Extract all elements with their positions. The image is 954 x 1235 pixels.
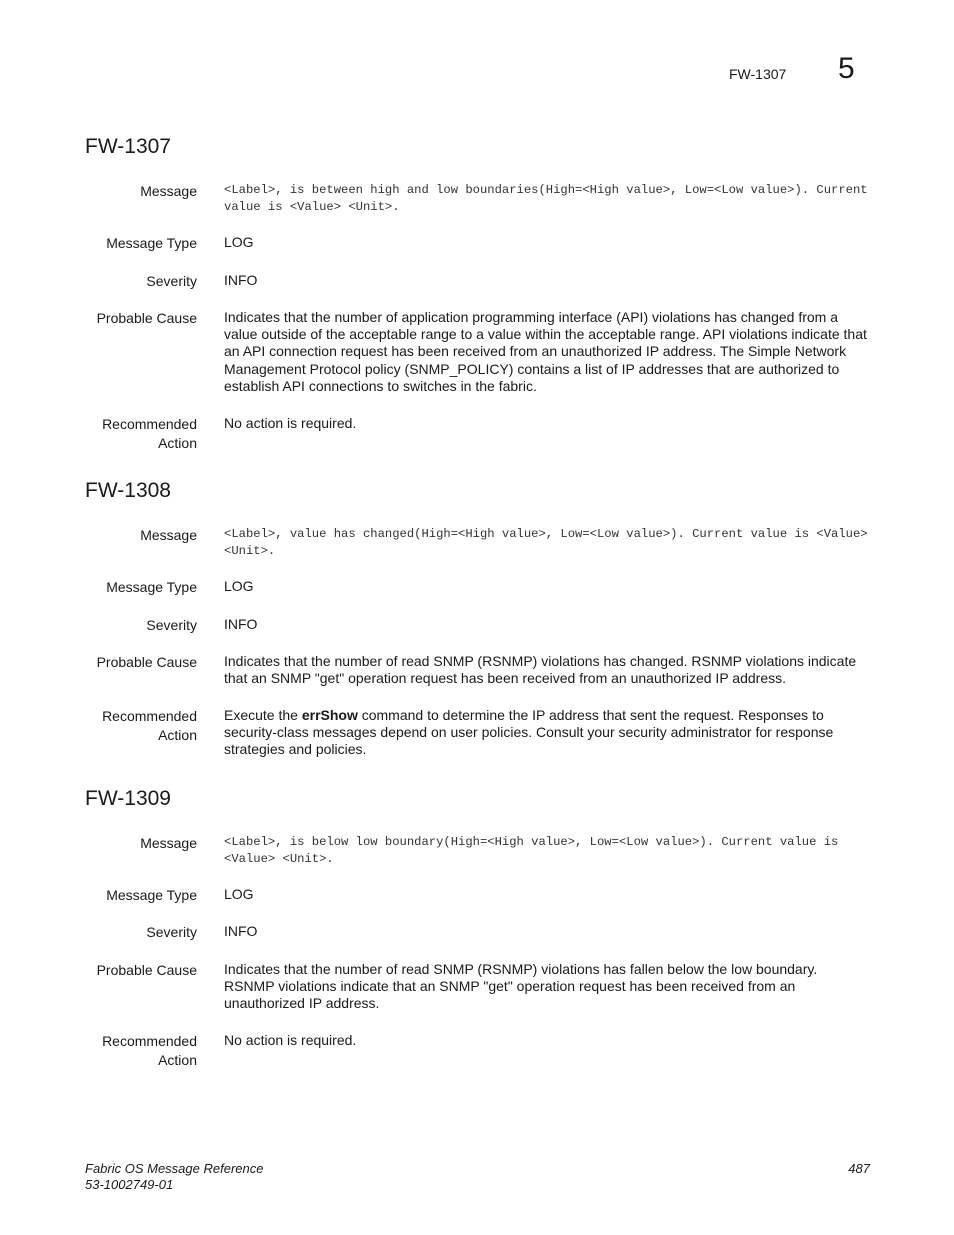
command-name: errShow — [301, 707, 358, 723]
message-text: <Label>, value has changed(High=<High value>, Low=<Low value>). Current value is <Value> <Unit>. — [224, 527, 868, 558]
recommended-action-text: No action is required. — [224, 1032, 357, 1048]
severity-label: Severity — [146, 273, 197, 289]
recommended-action-label — [102, 1032, 197, 1069]
message-type-label: Message Type — [106, 235, 197, 251]
page-number: 487 — [848, 1161, 870, 1176]
recommended-action-label — [102, 415, 197, 452]
probable-cause-text: Indicates that the number of read SNMP (RSNMP) violations has fallen below the low boundary. RSNMP violations indicate that an SNMP "get" operation request has been received from an unauthorized IP address. — [224, 961, 818, 1012]
footer-doc-number: 53-1002749-01 — [85, 1177, 174, 1192]
message-text: <Label>, is between high and low boundaries(High=<High value>, Low=<Low value>). Current value is <Value> <Unit>. — [224, 183, 868, 214]
footer-doc-title: Fabric OS Message Reference — [85, 1161, 264, 1176]
recommended-action-text: No action is required. — [224, 415, 357, 431]
severity-value: INFO — [224, 272, 258, 288]
message-text: <Label>, is below low boundary(High=<High value>, Low=<Low value>). Current value is <Value> <Unit>. — [224, 835, 839, 866]
message-type-value: LOG — [224, 578, 254, 594]
recommended-label-line1: Recommended — [102, 416, 197, 432]
message-label: Message — [140, 835, 197, 851]
entry-title: FW-1309 — [85, 787, 171, 810]
message-label: Message — [140, 527, 197, 543]
message-type-label: Message Type — [106, 579, 197, 595]
probable-cause-label: Probable Cause — [96, 654, 197, 670]
footer-doc-info — [85, 1161, 263, 1193]
severity-label: Severity — [146, 617, 197, 633]
probable-cause-text: Indicates that the number of read SNMP (RSNMP) violations has changed. RSNMP violations indicate that an SNMP "get" operation request has been received from an unauthorized IP address. — [224, 653, 857, 687]
message-label: Message — [140, 183, 197, 199]
chapter-number: 5 — [838, 52, 855, 85]
severity-label: Severity — [146, 924, 197, 940]
recommended-label-line2: Action — [158, 434, 197, 451]
recommended-label-line2: Action — [158, 726, 197, 743]
entry-title: FW-1308 — [85, 479, 171, 502]
probable-cause-label: Probable Cause — [96, 310, 197, 326]
probable-cause-label: Probable Cause — [96, 962, 197, 978]
action-text-pre: Execute the — [224, 707, 302, 723]
action-text-post: command to determine the IP address that sent the request. Responses to security-class messages depend on user policies. Consult your security administrator for response strategies and policies. — [224, 707, 834, 758]
message-type-label: Message Type — [106, 887, 197, 903]
running-head: FW-1307 — [729, 66, 787, 82]
severity-value: INFO — [224, 923, 258, 939]
entry-title: FW-1307 — [85, 135, 171, 158]
recommended-action-label — [102, 707, 197, 744]
recommended-label-line1: Recommended — [102, 1033, 197, 1049]
probable-cause-text: Indicates that the number of application programming interface (API) violations has changed from a value outside of the acceptable range to a value within the acceptable range. API violations indicate that an API connection request has been received from an unauthorized IP address. The Simple Network Management Protocol policy (SNMP_POLICY) contains a list of IP addresses that are authorized to establish API connections to switches in the fabric. — [224, 309, 867, 394]
recommended-label-line2: Action — [158, 1051, 197, 1068]
recommended-action-text — [224, 707, 870, 759]
severity-value: INFO — [224, 616, 258, 632]
recommended-label-line1: Recommended — [102, 708, 197, 724]
message-type-value: LOG — [224, 234, 254, 250]
message-type-value: LOG — [224, 886, 254, 902]
